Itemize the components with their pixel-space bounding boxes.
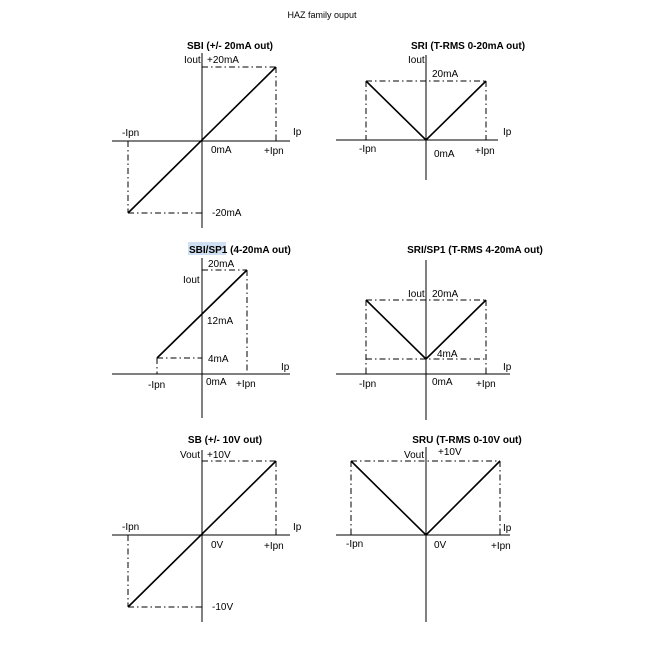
top-value-label: +20mA bbox=[207, 55, 239, 66]
document-title: HAZ family ouput bbox=[287, 10, 357, 20]
panel-sbi bbox=[112, 41, 302, 228]
panel-title: SRU (T-RMS 0-10V out) bbox=[412, 435, 522, 446]
y-axis-label: Iout bbox=[408, 289, 425, 300]
bottom-value-label: -20mA bbox=[212, 208, 242, 219]
panel-title: SRI/SP1 (T-RMS 4-20mA out) bbox=[407, 245, 543, 256]
low-value-label: 4mA bbox=[208, 354, 229, 365]
x-axis-label: Ip bbox=[503, 127, 512, 138]
panel-sri bbox=[336, 41, 525, 180]
top-value-label: 20mA bbox=[432, 289, 459, 300]
neg-x-label: -Ipn bbox=[346, 539, 364, 550]
pos-x-label: +Ipn bbox=[476, 379, 496, 390]
panel-title: SBI (+/- 20mA out) bbox=[186, 41, 274, 52]
panel-title-rest: (4-20mA out) bbox=[227, 245, 291, 256]
pos-x-label: +Ipn bbox=[264, 541, 284, 552]
x-axis-label: Ip bbox=[503, 362, 512, 373]
x-axis-label: Ip bbox=[293, 522, 302, 533]
pos-x-label: +Ipn bbox=[491, 541, 511, 552]
panel-sbi-sp1 bbox=[112, 242, 291, 418]
top-value-label: 20mA bbox=[208, 259, 235, 270]
neg-x-label: -Ipn bbox=[359, 144, 377, 155]
y-axis-label: Iout bbox=[408, 55, 425, 66]
panel-sri-sp1 bbox=[336, 245, 543, 420]
neg-x-label: -Ipn bbox=[148, 380, 166, 391]
neg-x-label: -Ipn bbox=[122, 522, 140, 533]
origin-label: 0V bbox=[434, 540, 447, 551]
top-value-label: +10V bbox=[438, 447, 462, 458]
low-value-label: 4mA bbox=[437, 349, 458, 360]
origin-label: 0mA bbox=[434, 149, 455, 160]
pos-x-label: +Ipn bbox=[475, 146, 495, 157]
top-value-label: 20mA bbox=[432, 69, 459, 80]
x-axis-label: Ip bbox=[281, 362, 290, 373]
x-axis-label: Ip bbox=[503, 523, 512, 534]
x-axis-label: Ip bbox=[293, 127, 302, 138]
panel-title: SB (+/- 10V out) bbox=[187, 435, 263, 446]
panel-sru bbox=[336, 435, 522, 622]
pos-x-label: +Ipn bbox=[236, 379, 256, 390]
origin-label: 0mA bbox=[206, 377, 227, 388]
y-axis-label: Iout bbox=[183, 275, 200, 286]
panel-title bbox=[189, 245, 291, 256]
origin-label: 0mA bbox=[211, 145, 232, 156]
origin-label: 0V bbox=[211, 540, 224, 551]
bottom-value-label: -10V bbox=[212, 602, 234, 613]
origin-label: 0mA bbox=[432, 377, 453, 388]
y-axis-label: Iout bbox=[184, 55, 201, 66]
neg-x-label: -Ipn bbox=[359, 379, 377, 390]
y-axis-label: Vout bbox=[404, 450, 425, 461]
mid-value-label: 12mA bbox=[207, 316, 234, 327]
panel-title: SRI (T-RMS 0-20mA out) bbox=[410, 41, 526, 52]
top-value-label: +10V bbox=[207, 450, 231, 461]
panel-sb bbox=[112, 435, 302, 622]
neg-x-label: -Ipn bbox=[122, 128, 140, 139]
pos-x-label: +Ipn bbox=[264, 146, 284, 157]
y-axis-label: Vout bbox=[180, 450, 201, 461]
panel-title-highlighted: SBI/SP1 bbox=[189, 245, 228, 256]
